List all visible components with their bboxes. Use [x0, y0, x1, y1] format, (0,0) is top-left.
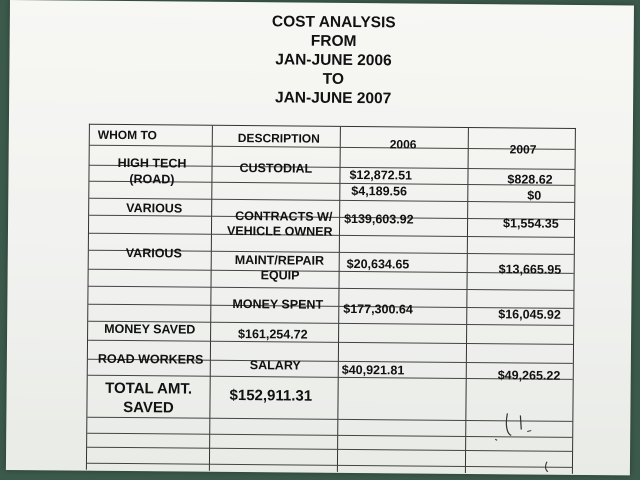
hightech-2007-value-1: $828.62	[507, 172, 553, 187]
column-divider	[337, 127, 341, 472]
document-title	[223, 12, 444, 109]
maint-description-line-1: MAINT/REPAIR	[234, 252, 325, 268]
title-line-3: JAN-JUNE 2006	[275, 51, 392, 70]
money-spent-label: MONEY SPENT	[232, 296, 324, 312]
maint-2007-value: $13,665.95	[498, 262, 562, 277]
contracts-whom: VARIOUS	[126, 201, 183, 216]
title-line-1: COST ANALYSIS	[271, 13, 396, 32]
total-saved-value: $152,911.31	[229, 386, 313, 405]
document-page	[6, 0, 634, 475]
road-workers-2007-value: $49,265.22	[497, 368, 561, 383]
contracts-description-line-2: VEHICLE OWNER	[226, 223, 333, 239]
column-divider	[465, 128, 469, 473]
header-2006: 2006	[389, 137, 417, 152]
row-divider	[90, 145, 575, 150]
money-spent-2007-value: $16,045.92	[498, 307, 561, 322]
header-description: DESCRIPTION	[237, 130, 320, 146]
title-line-5: JAN-JUNE 2007	[274, 89, 392, 108]
total-label-line-2: SAVED	[123, 399, 174, 417]
row-divider	[88, 340, 573, 345]
contracts-2006-value: $139,603.92	[344, 211, 414, 227]
hightech-2006-value-2: $4,189.56	[351, 183, 408, 199]
title-line-4: TO	[322, 70, 345, 88]
contracts-2007-value: $1,554.35	[503, 216, 559, 231]
maint-description-line-2: EQUIP	[260, 268, 300, 283]
total-label-line-1: TOTAL AMT.	[105, 379, 193, 398]
header-whom-to: WHOM TO	[97, 127, 157, 143]
hightech-2006-value-1: $12,872.51	[349, 167, 413, 183]
maint-whom: VARIOUS	[125, 246, 182, 261]
money-saved-label: MONEY SAVED	[104, 321, 196, 337]
column-divider	[209, 126, 213, 471]
header-2007: 2007	[509, 142, 537, 157]
money-saved-value: $161,254.72	[238, 327, 308, 342]
title-line-2: FROM	[310, 32, 357, 51]
hightech-whom-line-1: HIGH TECH	[117, 155, 187, 171]
maint-2006-value: $20,634.65	[346, 256, 410, 272]
handwritten-mark	[487, 403, 558, 474]
hightech-description: CUSTODIAL	[239, 161, 313, 176]
road-workers-description: SALARY	[249, 358, 301, 373]
road-workers-2006-value: $40,921.81	[341, 362, 405, 378]
money-spent-2006-value: $177,300.64	[343, 301, 413, 317]
hightech-whom-line-2: (ROAD)	[129, 172, 175, 187]
cost-table	[86, 124, 576, 474]
hightech-2007-value-2: $0	[527, 188, 542, 203]
row-divider	[89, 286, 574, 291]
road-workers-label: ROAD WORKERS	[97, 351, 204, 367]
contracts-description-line-1: CONTRACTS W/	[235, 208, 333, 224]
